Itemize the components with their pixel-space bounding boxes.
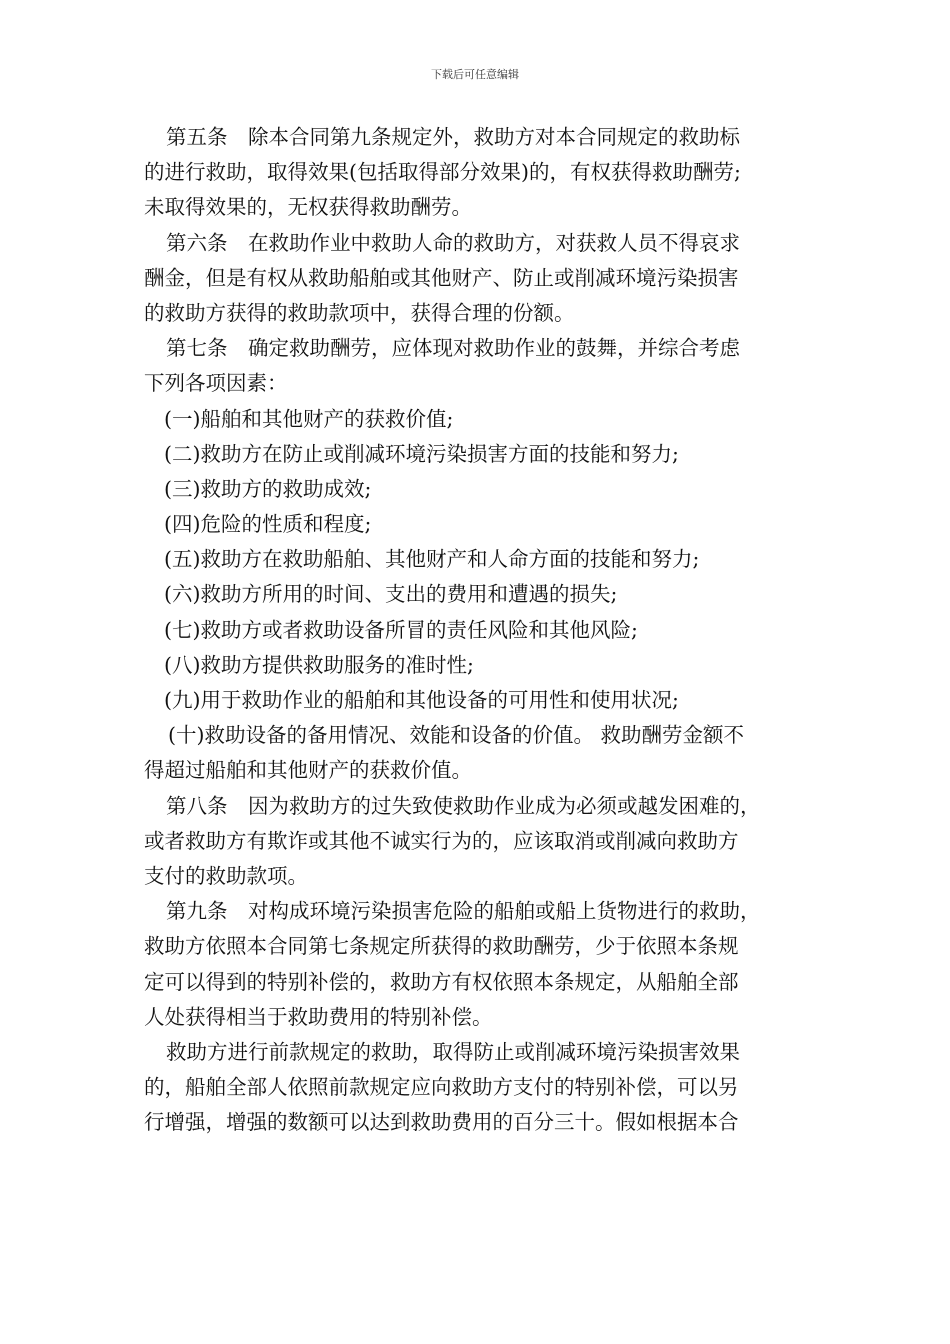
text-line: 人处获得相当于救助费用的特别补偿。 (144, 1004, 493, 1029)
text-line: (七)救助方或者救助设备所冒的责任风险和其他风险; (164, 617, 638, 642)
text-line: 救助方依照本合同第七条规定所获得的救助酬劳，少于依照本条规 (144, 934, 739, 959)
text-line: 的，船舶全部人依照前款规定应向救助方支付的特别补偿，可以另 (144, 1075, 739, 1100)
text-line: 救助方进行前款规定的救助，取得防止或削减环境污染损害效果 (166, 1039, 740, 1064)
text-line: (九)用于救助作业的船舶和其他设备的可用性和使用状况; (164, 688, 679, 712)
text-line: 的救助方获得的救助款项中，获得合理的份额。 (144, 300, 575, 325)
text-line: 得超过船舶和其他财产的获救价值。 (144, 758, 472, 783)
text-line: 第九条 对构成环境污染损害危险的船舶或船上货物进行的救助， (166, 899, 761, 924)
text-line: (一)船舶和其他财产的获救价值; (164, 406, 454, 431)
text-line: (八)救助方提供救助服务的准时性; (164, 652, 474, 677)
page-header: 下载后可任意编辑 (431, 68, 519, 81)
text-line: 第六条 在救助作业中救助人命的救助方，对获救人员不得哀求 (166, 230, 740, 255)
text-line: 未取得效果的，无权获得救助酬劳。 (144, 195, 472, 220)
text-line: 酬金，但是有权从救助船舶或其他财产、防止或削减环境污染损害 (144, 265, 739, 290)
text-line: 第七条 确定救助酬劳，应体现对救助作业的鼓舞，并综合考虑 (166, 336, 740, 361)
text-line: 第五条 除本合同第九条规定外，救助方对本合同规定的救助标 (166, 125, 740, 149)
text-line: 的进行救助，取得效果(包括取得部分效果)的，有权获得救助酬劳; (144, 160, 741, 185)
text-line: (二)救助方在防止或削减环境污染损害方面的技能和努力; (164, 441, 679, 466)
document-body (144, 120, 809, 1140)
text-line: (五)救助方在救助船舶、其他财产和人命方面的技能和努力; (164, 547, 700, 572)
text-line: 下列各项因素： (144, 371, 288, 396)
text-line: 或者救助方有欺诈或其他不诚实行为的，应该取消或削减向救助方 (144, 828, 739, 853)
text-line: (四)危险的性质和程度; (164, 512, 372, 537)
text-line: 定可以得到的特别补偿的，救助方有权依照本条规定，从船舶全部 (144, 969, 739, 994)
text-line: 第八条 因为救助方的过失致使救助作业成为必须或越发困难的， (166, 793, 761, 818)
text-line: (十)救助设备的备用情况、效能和设备的价值。 救助酬劳金额不 (168, 723, 745, 748)
text-line: (六)救助方所用的时间、支出的费用和遭遇的损失; (164, 582, 618, 607)
text-line: 支付的救助款项。 (144, 863, 308, 888)
text-line: 行增强，增强的数额可以达到救助费用的百分三十。假如根据本合 (144, 1110, 739, 1135)
text-line: (三)救助方的救助成效; (164, 476, 372, 501)
